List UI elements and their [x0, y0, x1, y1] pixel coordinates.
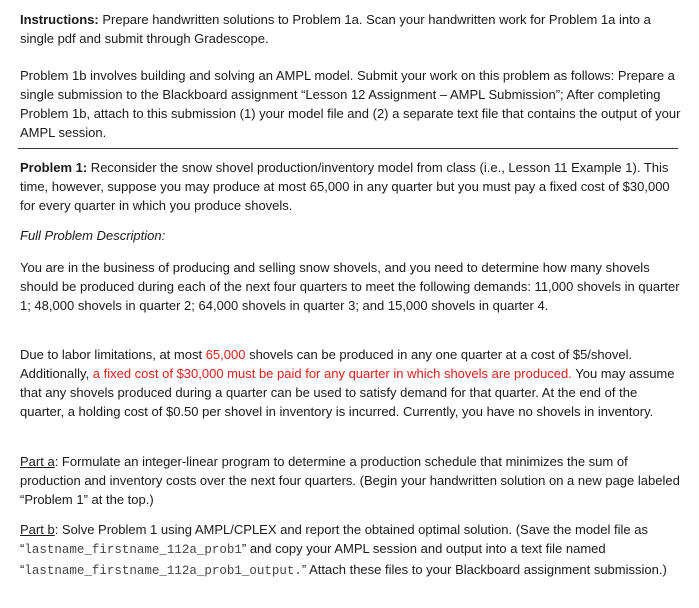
description-paragraph-2	[20, 345, 682, 421]
desc-text-b: shovels can be produced in any one quarter at a cost of $5/shovel. Additionally,	[20, 347, 633, 381]
desc-highlight-fixed-cost: a fixed cost of $30,000 must be paid for any quarter in which shovels are produced.	[92, 366, 572, 381]
part-a-paragraph	[20, 452, 682, 509]
part-a-text: : Formulate an integer-linear program to determine a production schedule that minimizes the sum of production and inventory costs over the next four quarters. (Begin your handwritten solution on a new page labeled “Problem 1” at the top.)	[20, 454, 680, 507]
instructions-paragraph	[20, 10, 682, 48]
part-b-text-1: : Solve Problem 1 using AMPL/CPLEX and report the obtained optimal solution. (Save the model file as “	[20, 522, 648, 556]
part-b-text-2: ” and copy your AMPL session and output into a text file named “	[20, 541, 606, 577]
instructions-label: Instructions:	[20, 12, 99, 27]
problem-statement	[20, 158, 682, 215]
problem-text: Reconsider the snow shovel production/inventory model from class (i.e., Lesson 11 Example 1). This time, however, suppose you may produce at most 65,000 in any quarter but you must pay a fixed cost of $30,000 for every quarter in which you produce shovels.	[20, 160, 670, 213]
desc-text-c: You may assume that any shovels produced during a quarter can be used to satisfy demand for that quarter. At the end of the quarter, a holding cost of $0.50 per shovel in inventory is incurred. Currently, you have no shovels in inventory.	[20, 366, 675, 419]
part-a-label: Part a	[20, 454, 55, 469]
part-b-text-3: ” Attach these files to your Blackboard assignment submission.)	[301, 562, 667, 577]
description-paragraph-1: You are in the business of producing and selling snow shovels, and you need to determine how many shovels should be produced during each of the next four quarters to meet the following demands: 11,000 shovels in quarter 1; 48,000 shovels in quarter 2; 64,000 shovels in quarter 3; and 15,000 shovels in quarter 4.	[20, 260, 680, 313]
output-filename-code: lastname_firstname_112a_prob1_output.	[24, 564, 302, 578]
model-filename-code: lastname_firstname_112a_prob1	[24, 543, 242, 557]
part-b-paragraph	[20, 520, 682, 581]
desc-text-a: Due to labor limitations, at most	[20, 347, 206, 362]
instructions-text: Prepare handwritten solutions to Problem 1a. Scan your handwritten work for Problem 1a into a single pdf and submit through Gradescope.	[20, 12, 651, 46]
divider-rule	[18, 148, 678, 149]
desc-highlight-capacity: 65,000	[205, 347, 246, 362]
part-b-label: Part b	[20, 522, 55, 537]
problem-label: Problem 1:	[20, 160, 88, 175]
full-description-heading: Full Problem Description:	[20, 228, 166, 243]
ampl-instructions-paragraph: Problem 1b involves building and solving an AMPL model. Submit your work on this problem as follows: Prepare a single submission to the Blackboard assignment “Lesson 12 Assignment – AMPL Submission”; After completing Problem 1b, attach to this submission (1) your model file and (2) a separate text file that contains the output of your AMPL session.	[20, 68, 681, 140]
